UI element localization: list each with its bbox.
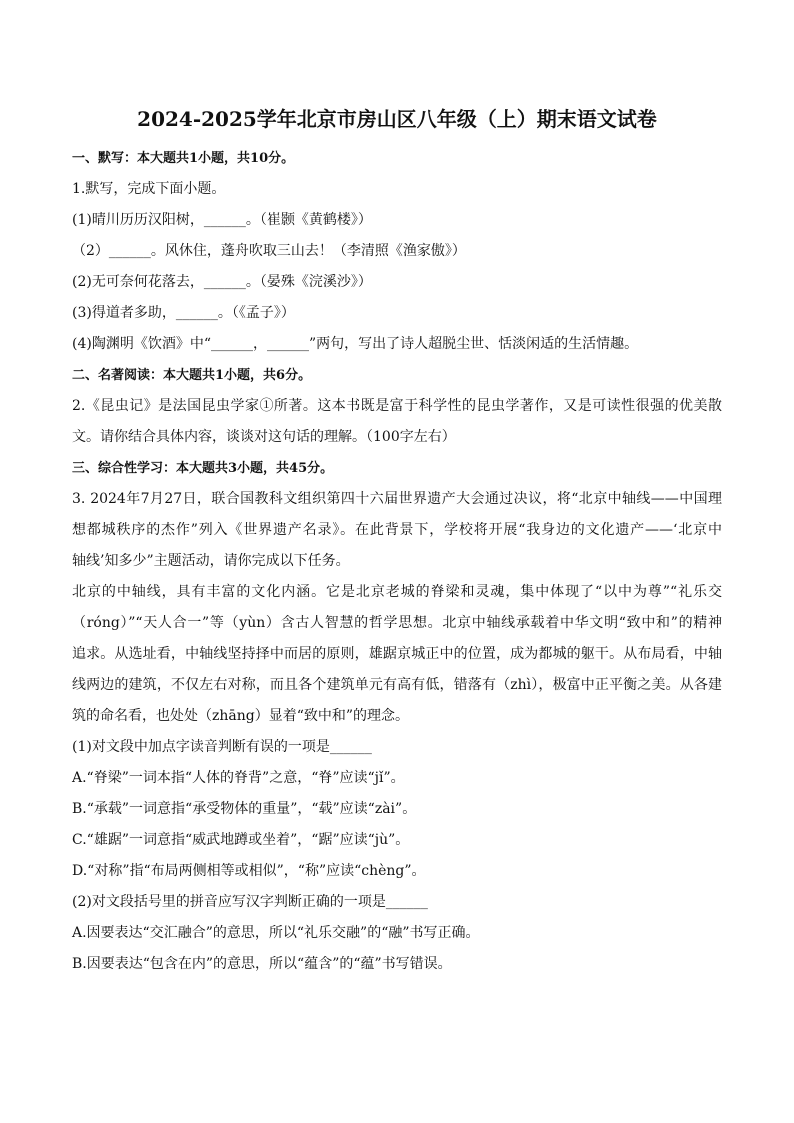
text-line: D.“对称”指“布局两侧相等或相似”，“称”应读“chèng”。 [72,863,426,879]
text-line: 筑的命名看，也处处（zhāng）显着“致中和”的理念。 [72,708,410,724]
text-line: (4)陶渊明《饮酒》中“______，______”两句，写出了诗人超脱尘世、恬淡闲适的生活情趣。 [72,336,639,352]
text-line: 追求。从选址看，中轴线坚持择中而居的原则，雄踞京城正中的位置，成为都城的躯干。从布局看，中轴 [72,646,722,662]
text-line: 2.《昆虫记》是法国昆虫学家①所著。这本书既是富于科学性的昆虫学著作，又是可读性很强的优美散 [72,398,722,414]
text-line: (2)无可奈何花落去，______。（晏殊《浣溪沙》） [72,274,372,290]
text-line: A.因要表达“交汇融合”的意思，所以“礼乐交融”的“融”书写正确。 [72,925,480,941]
section-heading: 三、综合性学习：本大题共3小题，共45分。 [72,461,334,476]
exam-content [72,143,722,980]
text-line: B.“承载”一词意指“承受物体的重量”，“载”应读“zài”。 [72,801,417,817]
text-line: 3. 2024年7月27日，联合国教科文组织第四十六届世界遗产大会通过决议，将“北京中轴线——中国理 [72,491,722,507]
text-line: (1)对文段中加点字读音判断有误的一项是______ [72,739,372,755]
text-line: 线两边的建筑，不仅左右对称，而且各个建筑单元有高有低，错落有（zhì），极富中正平衡之美。从各建 [72,677,722,693]
text-line: （2）______。风休住，蓬舟吹取三山去！（李清照《渔家傲》） [72,243,466,259]
text-line: (1)晴川历历汉阳树，______。（崔颢《黄鹤楼》） [72,212,372,228]
exam-title: 2024-2025学年北京市房山区八年级（上）期末语文试卷 [137,107,657,131]
text-line: C.“雄踞”一词意指“威武地蹲或坐着”，“踞”应读“jù”。 [72,832,410,848]
text-line: 轴线’知多少”主题活动，请你完成以下任务。 [72,553,350,569]
text-line: (2)对文段括号里的拼音应写汉字判断正确的一项是______ [72,894,428,910]
section-heading: 二、名著阅读：本大题共1小题，共6分。 [72,368,312,383]
section-heading: 一、默写：本大题共1小题，共10分。 [72,151,295,166]
text-line: （róng）”“天人合一”等（yùn）含古人智慧的哲学思想。北京中轴线承载着中华文明“致中和”的精神 [72,615,722,631]
text-line: 想都城秩序的杰作”列入《世界遗产名录》。在此背景下，学校将开展“我身边的文化遗产——‘北京中 [72,522,722,538]
text-line: A.“脊梁”一词本指“人体的脊背”之意，“脊”应读“jǐ”。 [72,770,405,786]
text-line: B.因要表达“包含在内”的意思，所以“蕴含”的“蕴”书写错误。 [72,956,452,972]
text-line: 文。请你结合具体内容，谈谈对这句话的理解。（100字左右） [72,429,456,445]
text-line: (3)得道者多助，______。（《孟子》） [72,305,295,321]
text-line: 北京的中轴线，具有丰富的文化内涵。它是北京老城的脊梁和灵魂，集中体现了“以中为尊”“礼乐交 [72,584,722,600]
text-line: 1.默写，完成下面小题。 [72,181,226,197]
